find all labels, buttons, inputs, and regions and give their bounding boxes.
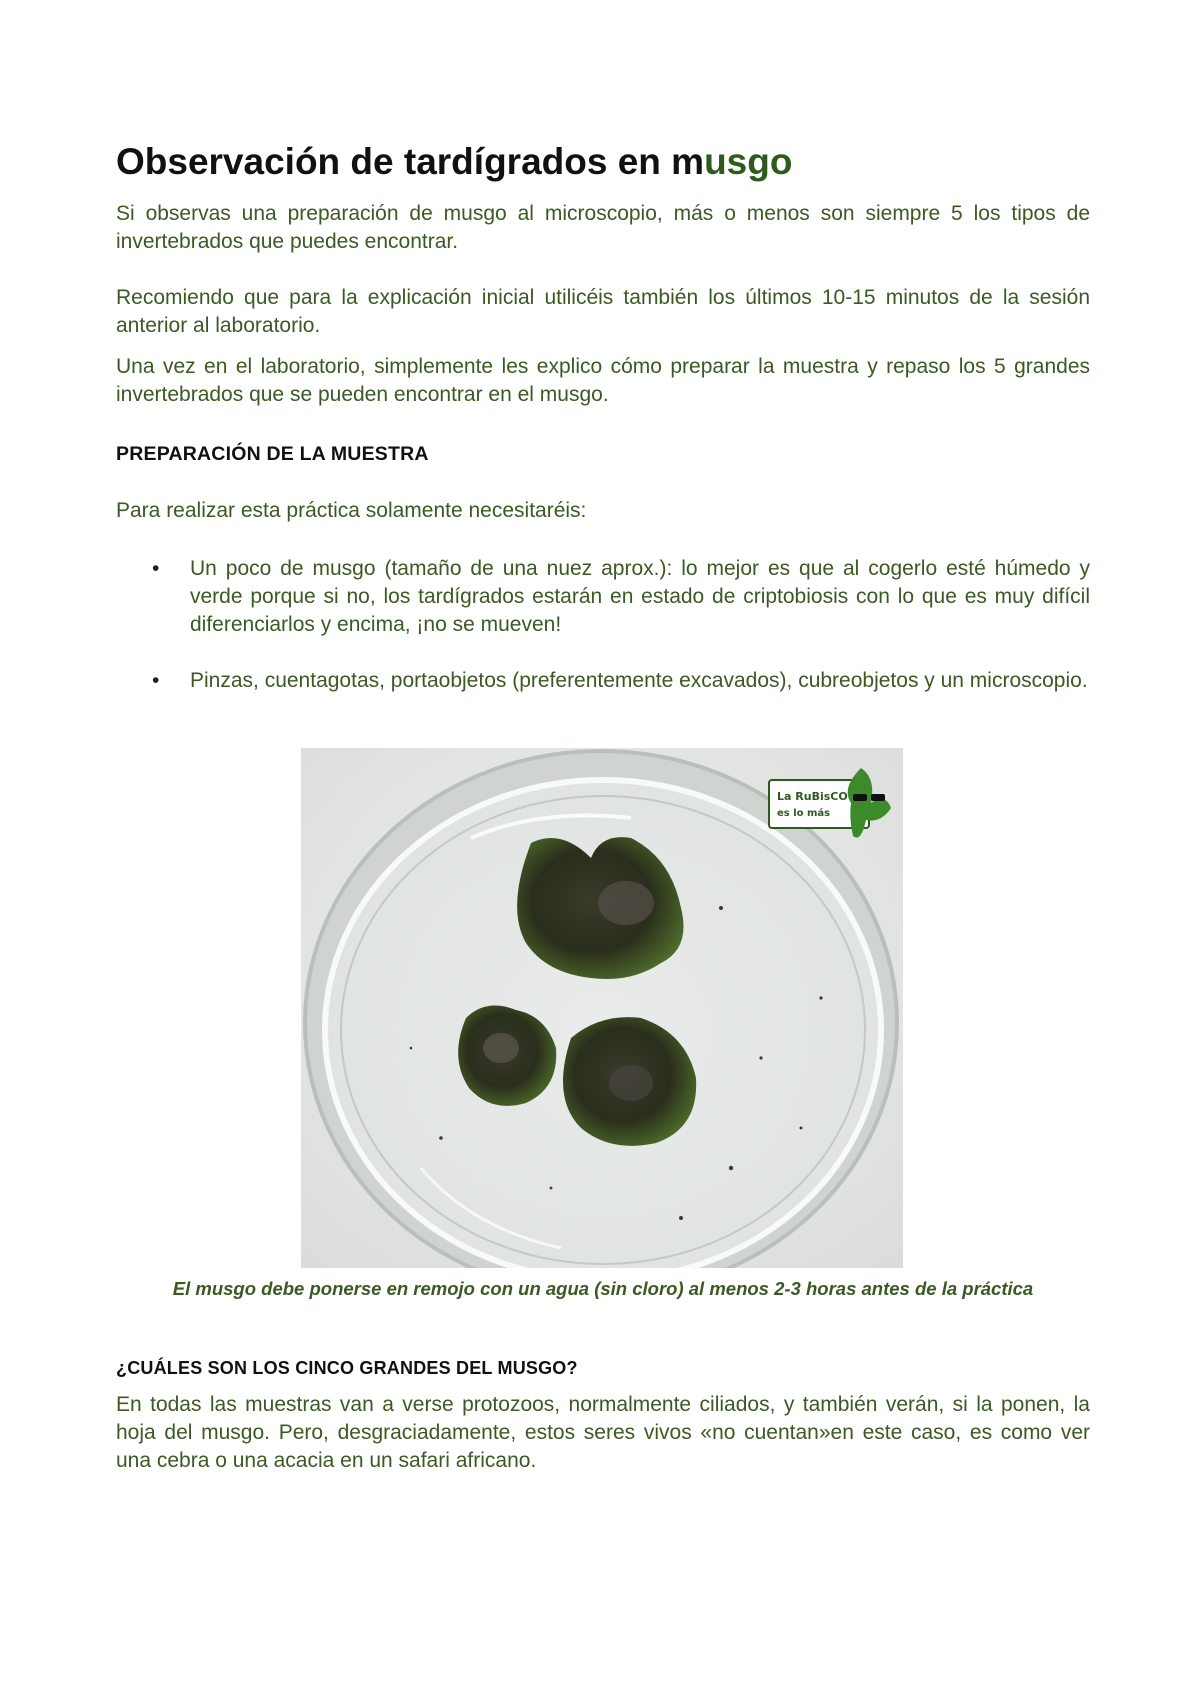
list-item-text: Pinzas, cuentagotas, portaobjetos (preferentemente excavados), cubreobjetos y un microscopio.	[190, 669, 1088, 693]
title-accent: usgo	[704, 141, 793, 182]
document-content	[116, 140, 1090, 695]
bullet-icon: •	[152, 669, 160, 693]
list-item	[116, 667, 1090, 695]
moss-photo-illustration	[301, 748, 903, 1268]
title-main: Observación de tardígrados en m	[116, 141, 705, 182]
lab-paragraph: Una vez en el laboratorio, simplemente les explico cómo preparar la muestra y repaso los 5 grandes invertebrados que se pueden encontrar en el musgo.	[116, 355, 1090, 407]
document-content-lower	[116, 1358, 1090, 1475]
materials-list	[116, 555, 1090, 695]
list-item	[116, 555, 1090, 639]
needs-paragraph: Para realizar esta práctica solamente necesitaréis:	[116, 499, 587, 523]
list-item-text: Un poco de musgo (tamaño de una nuez aprox.): lo mejor es que al cogerlo esté húmedo y verde porque si no, los tardígrados estarán en estado de criptobiosis con lo que es muy difícil diferenciarlos y encima, ¡no se mueven!	[190, 557, 1090, 637]
section-heading-five-big: ¿CUÁLES SON LOS CINCO GRANDES DEL MUSGO?	[116, 1358, 578, 1378]
moss-petri-dish-image	[301, 748, 903, 1268]
section-heading-preparation: PREPARACIÓN DE LA MUESTRA	[116, 443, 429, 466]
figure-caption: El musgo debe ponerse en remojo con un agua (sin cloro) al menos 2-3 horas antes de la práctica	[172, 1278, 1034, 1299]
final-paragraph: En todas las muestras van a verse protozoos, normalmente ciliados, y también verán, si la ponen, la hoja del musgo. Pero, desgraciadamente, estos seres vivos «no cuentan»en este caso, es como ver una cebra o una acacia en un safari africano.	[116, 1393, 1090, 1472]
bullet-icon: •	[152, 557, 160, 581]
page-title	[116, 140, 1090, 184]
logo-line1: La RuBisCO	[777, 790, 848, 803]
recommend-paragraph: Recomiendo que para la explicación inicial utilicéis también los últimos 10-15 minutos de la sesión anterior al laboratorio.	[116, 286, 1090, 338]
logo-line2: es lo más	[777, 808, 831, 819]
intro-paragraph: Si observas una preparación de musgo al microscopio, más o menos son siempre 5 los tipos de invertebrados que puedes encontrar.	[116, 202, 1090, 254]
